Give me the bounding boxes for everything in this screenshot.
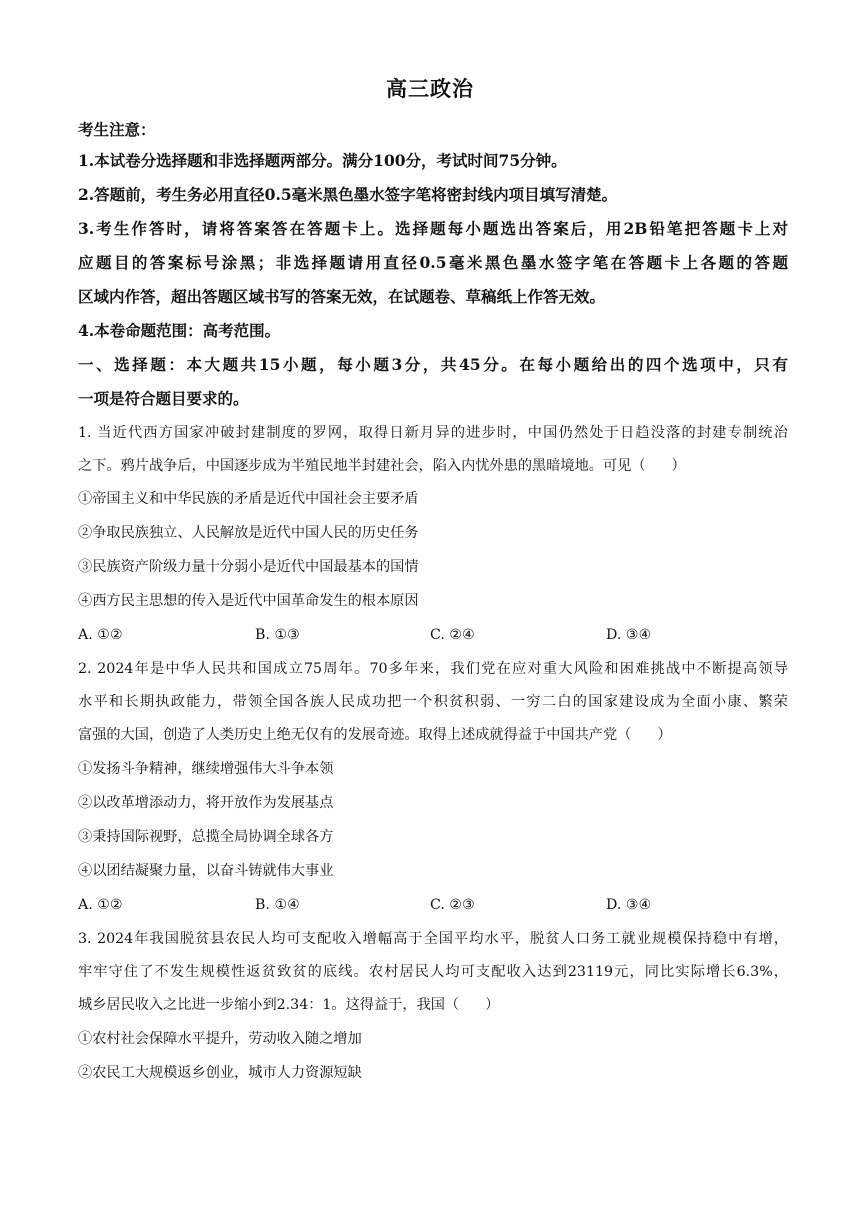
- notice-item: 1.本试卷分选择题和非选择题两部分。满分100分，考试时间75分钟。: [78, 151, 567, 170]
- question-2-statement: ③秉持国际视野，总揽全局协调全球各方: [78, 829, 334, 845]
- question-1-statement: ①帝国主义和中华民族的矛盾是近代中国社会主要矛盾: [78, 491, 419, 507]
- notice-item: 2.答题前，考生务必用直径0.5毫米黑色墨水签字笔将密封线内项目填写清楚。: [78, 185, 618, 204]
- question-2-statement: ①发扬斗争精神，继续增强伟大斗争本领: [78, 761, 334, 777]
- option-c: C. ②④: [430, 627, 475, 643]
- question-3-stem: 牢牢守住了不发生规模性返贫致贫的底线。农村居民人均可支配收入达到23119元，同比实际增长6.3%，: [78, 964, 788, 980]
- option-b: B. ①④: [255, 897, 300, 913]
- question-2-statement: ②以改革增添动力，将开放作为发展基点: [78, 795, 334, 811]
- question-2-options: [78, 893, 788, 917]
- section-heading: 一、选择题：本大题共15小题，每小题3分，共45分。在每小题给出的四个选项中，只有: [78, 355, 788, 374]
- notice-item: 区域内作答，超出答题区域书写的答案无效，在试题卷、草稿纸上作答无效。: [78, 287, 606, 306]
- question-2-statement: ④以团结凝聚力量，以奋斗铸就伟大事业: [78, 863, 334, 879]
- question-1-options: [78, 623, 788, 647]
- option-c: C. ②③: [430, 897, 475, 913]
- option-a: A. ①②: [78, 897, 123, 913]
- option-a: A. ①②: [78, 627, 123, 643]
- option-b: B. ①③: [255, 627, 300, 643]
- question-1-statement: ④西方民主思想的传入是近代中国革命发生的根本原因: [78, 593, 419, 609]
- question-3-statement: ①农村社会保障水平提升，劳动收入随之增加: [78, 1031, 362, 1047]
- question-1-stem: 1. 当近代西方国家冲破封建制度的罗网，取得日新月异的进步时，中国仍然处于日趋没落的封建专制统治: [78, 425, 788, 441]
- question-1-stem: 之下。鸦片战争后，中国逐步成为半殖民地半封建社会，陷入内忧外患的黑暗境地。可见（ ）: [78, 458, 686, 474]
- option-d: D. ③④: [606, 897, 652, 913]
- question-2-stem: 水平和长期执政能力，带领全国各族人民成功把一个积贫积弱、一穷二白的国家建设成为全面小康、繁荣: [78, 694, 788, 710]
- question-3-stem: 城乡居民收入之比进一步缩小到2.34：1。这得益于，我国（ ）: [78, 997, 500, 1013]
- notice-item: 应题目的答案标号涂黑；非选择题请用直径0.5毫米黑色墨水签字笔在答题卡上各题的答题: [78, 253, 788, 272]
- option-d: D. ③④: [606, 627, 652, 643]
- question-1-statement: ③民族资产阶级力量十分弱小是近代中国最基本的国情: [78, 559, 419, 575]
- question-2-stem: 富强的大国，创造了人类历史上绝无仅有的发展奇迹。取得上述成就得益于中国共产党（ ）: [78, 727, 672, 743]
- section-heading: 一项是符合题目要求的。: [78, 389, 249, 408]
- notice-item: 4.本卷命题范围：高考范围。: [78, 321, 281, 340]
- notice-item: 3.考生作答时，请将答案答在答题卡上。选择题每小题选出答案后，用2B铅笔把答题卡上对: [78, 219, 788, 238]
- notice-heading: 考生注意：: [78, 120, 156, 139]
- question-1-statement: ②争取民族独立、人民解放是近代中国人民的历史任务: [78, 525, 419, 541]
- question-2-stem: 2. 2024年是中华人民共和国成立75周年。70多年来，我们党在应对重大风险和困难挑战中不断提高领导: [78, 661, 788, 677]
- question-3-statement: ②农民工大规模返乡创业，城市人力资源短缺: [78, 1065, 362, 1081]
- question-3-stem: 3. 2024年我国脱贫县农民人均可支配收入增幅高于全国平均水平，脱贫人口务工就业规模保持稳中有增，: [78, 931, 788, 947]
- page-title: 高三政治: [386, 76, 474, 101]
